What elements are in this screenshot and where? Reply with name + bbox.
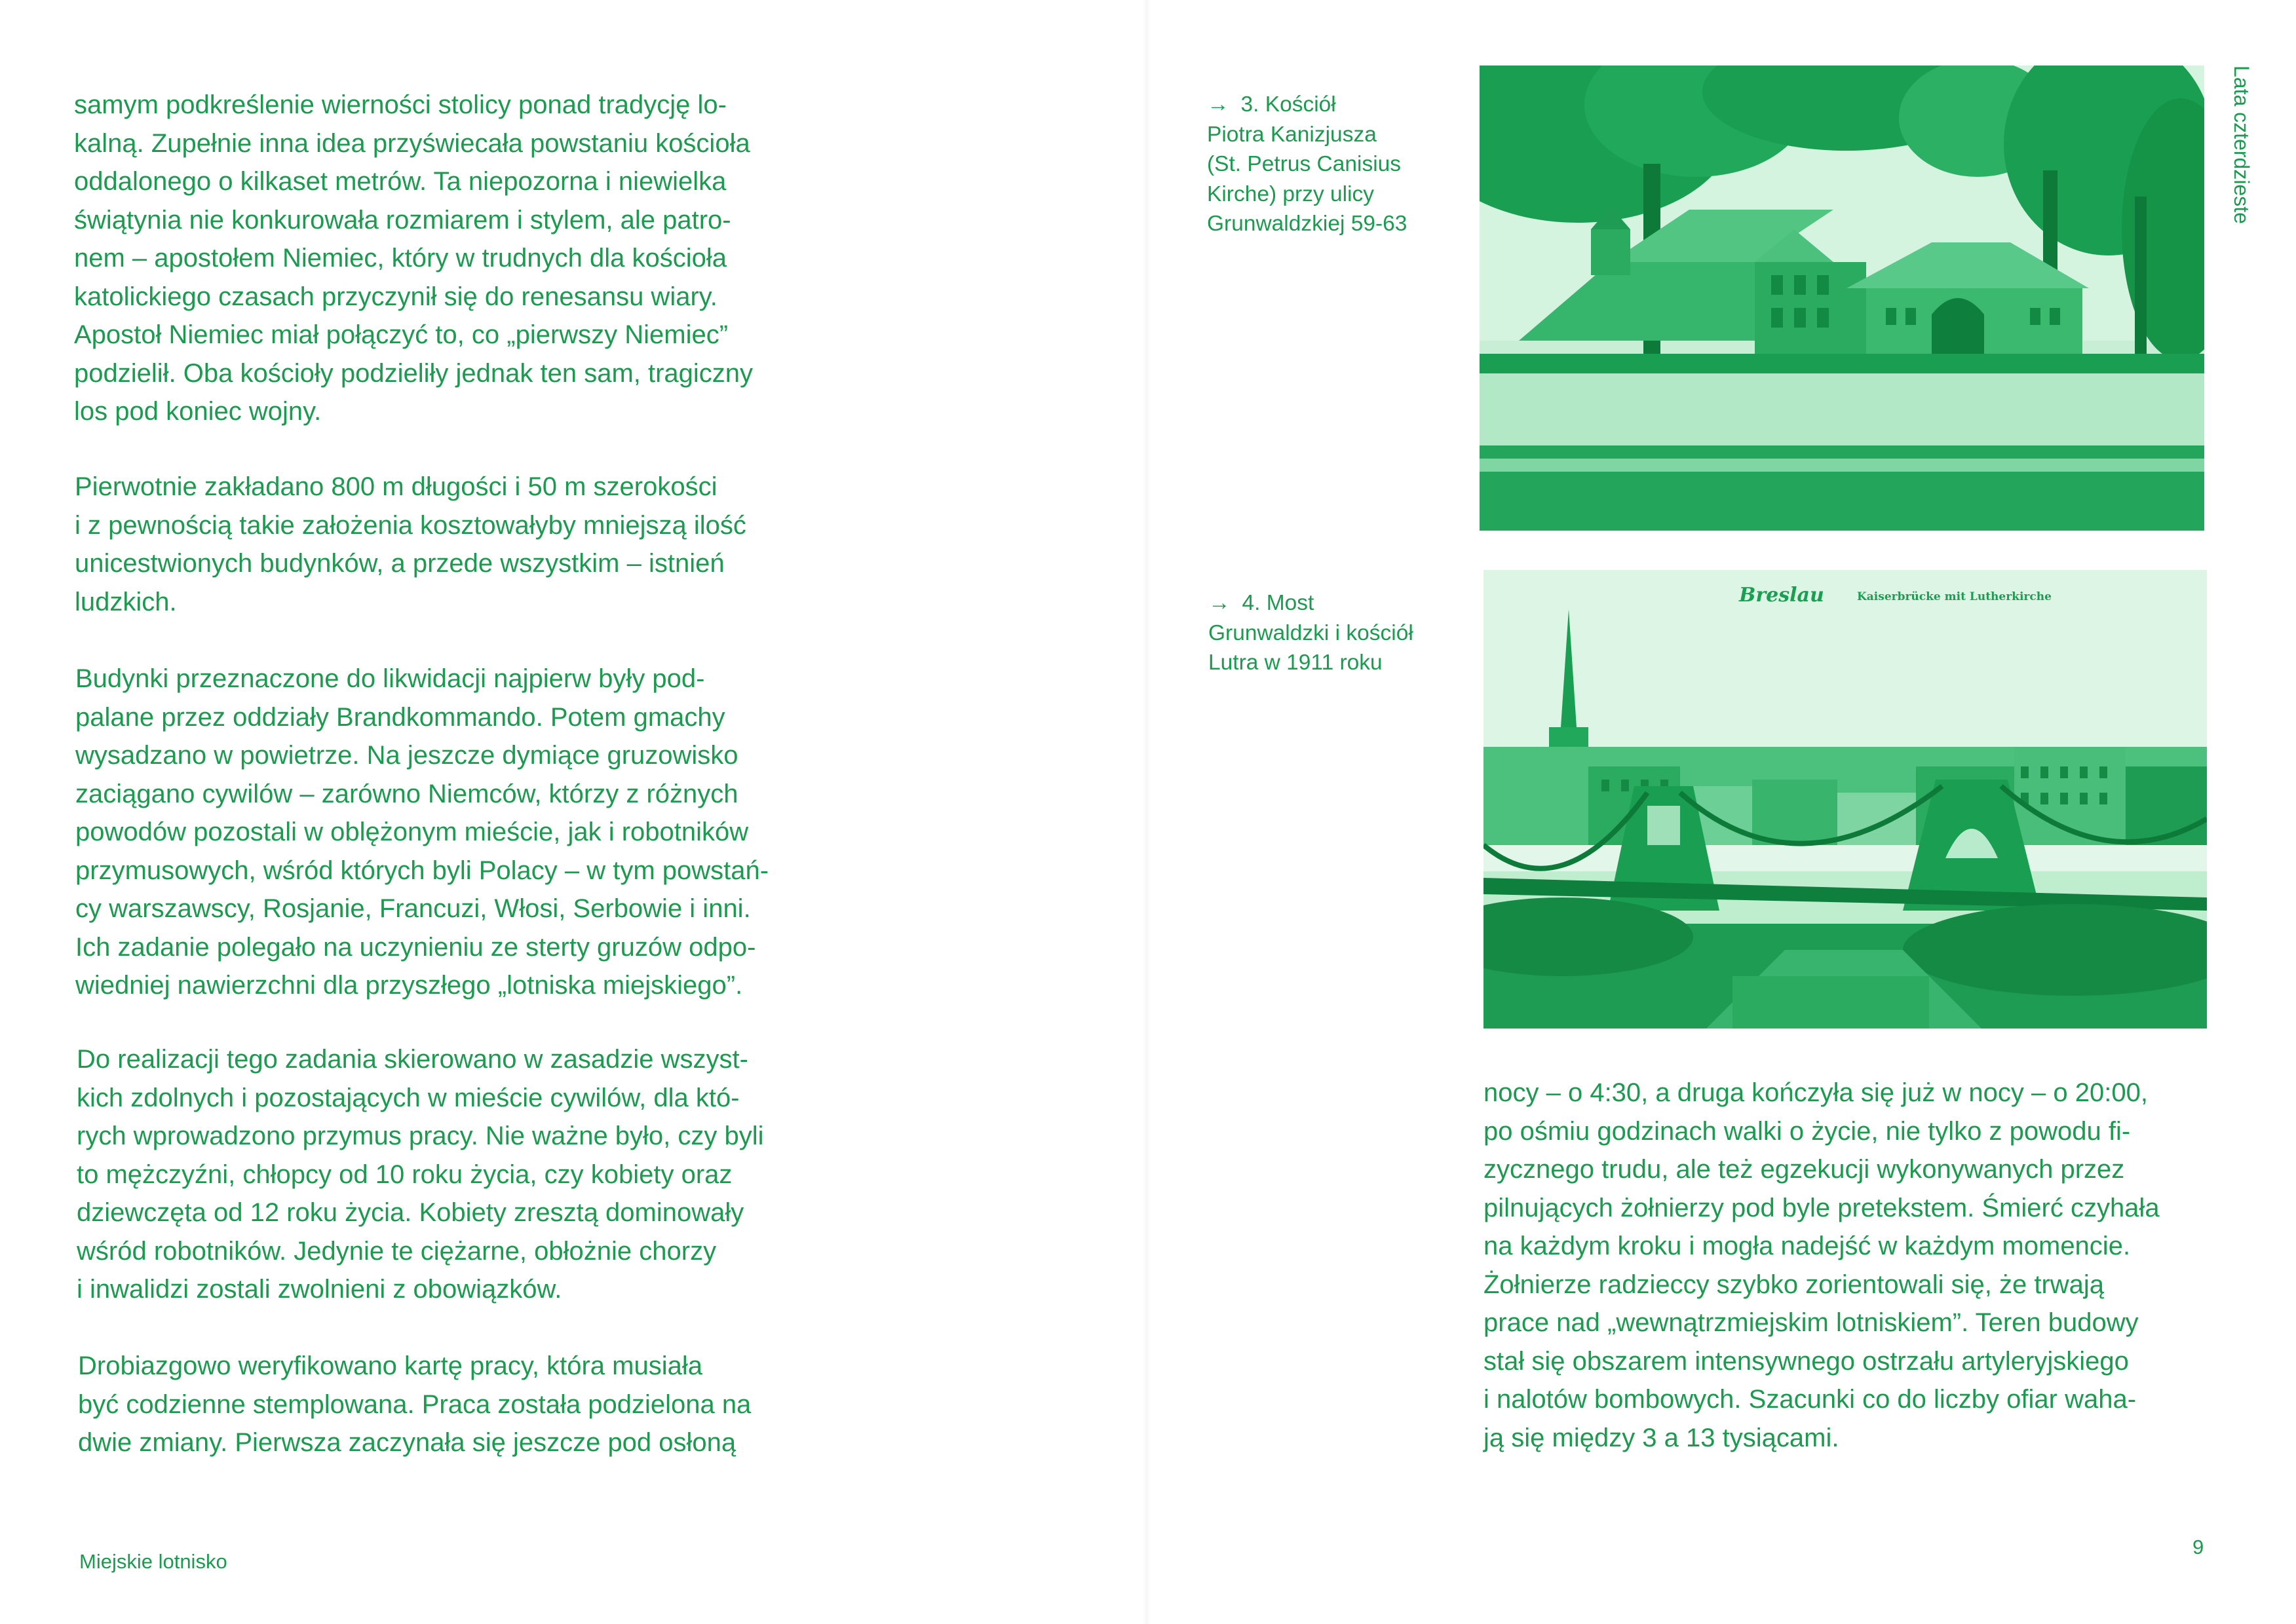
book-gutter <box>1143 0 1151 1624</box>
photo-grunwaldzki-bridge <box>1483 570 2207 1029</box>
footer-book-title: Miejskie lotnisko <box>79 1550 227 1573</box>
postcard-title-text: Kaiserbrücke mit Lutherkirche <box>1857 590 2052 603</box>
arrow-right-icon: → <box>1208 591 1231 615</box>
arrow-right-icon: → <box>1207 92 1229 117</box>
paragraph-5: Drobiazgowo weryfikowano kartę pracy, która musiała być codzienne stemplowana. Praca została podzielona na dwie zmiany. Pierwsza zaczynała się jeszcze pod osłoną <box>78 1351 752 1457</box>
photo-church-petrus-canisius <box>1480 66 2204 531</box>
paragraph-1: samym podkreślenie wierności stolicy ponad tradycję lo- kalną. Zupełnie inna idea przyświecała powstaniu kościoła oddalonego o kilkaset metrów. Ta niepozorna i niewielka świątynia nie konkurowała rozmiarem i stylem, ale patro- nem – apostołem Niemiec, który w trudnych dla kościoła katolickiego czasach przyczynił się do renesansu wiary. Apostoł Niemiec miał połączyć to, co „pierwszy Niemiec” podzielił. Oba kościoły podzieliły jednak ten sam, tragiczny los pod koniec wojny. <box>74 90 754 426</box>
caption-photo-4: → 4. Most Grunwaldzki i kościół Lutra w 1911 roku <box>1208 591 1413 675</box>
caption-photo-3: → 3. Kościół Piotra Kanizjusza (St. Petrus Canisius Kirche) przy ulicy Grunwaldzkiej 59-63 <box>1207 92 1407 236</box>
postcard-city-text: Breslau <box>1739 584 1824 607</box>
paragraph-2: Pierwotnie zakładano 800 m długości i 50 m szerokości i z pewnością takie założenia kosztowałyby mniejszą ilość unicestwionych budynków, a przede wszystkim – istnień ludzkich. <box>75 472 746 616</box>
paragraph-3: Budynki przeznaczone do likwidacji najpierw były pod- palane przez oddziały Brandkommando. Potem gmachy wysadzano w powietrze. Na jeszcze dymiące gruzowisko zaciągano cywilów – zarówno Niemców, którzy z różnych powodów pozostali w oblężonym mieście, jak i robotników przymusowych, wśród których byli Polacy – w tym powstań- cy warszawscy, Rosjanie, Francuzi, Włosi, Serbowie i inni. Ich zadanie polegało na uczynieniu ze sterty gruzów odpo- wiedniej nawierzchni dla przyszłego „lotniska miejskiego”. <box>75 664 769 1000</box>
running-head-vertical: Lata czterdzieste <box>2230 66 2253 224</box>
page-number: 9 <box>2192 1536 2204 1558</box>
paragraph-4: Do realizacji tego zadania skierowano w zasadzie wszyst- kich zdolnych i pozostających w mieście cywilów, dla któ- rych wprowadzono przymus pracy. Nie ważne było, czy byli to mężczyźni, chłopcy od 10 roku życia, czy kobiety oraz dziewczęta od 12 roku życia. Kobiety zresztą dominowały wśród robotników. Jedynie te ciężarne, obłożnie chorzy i inwalidzi zostali zwolnieni z obowiązków. <box>77 1045 764 1304</box>
right-page-paragraph: nocy – o 4:30, a druga kończyła się już w nocy – o 20:00, po ośmiu godzinach walki o życie, nie tylko z powodu fi- zycznego trudu, ale też egzekucji wykonywanych przez pilnujących żołnierzy pod byle pretekstem. Śmierć czyhała na każdym kroku i mogła nadejść w każdym momencie. Żołnierze radzieccy szybko zorientowali się, że trwają prace nad „wewnątrzmiejskim lotniskiem”. Teren budowy stał się obszarem intensywnego ostrzału artyleryjskiego i nalotów bombowych. Szacunki co do liczby ofiar waha- ją się między 3 a 13 tysiącami. <box>1483 1078 2160 1452</box>
